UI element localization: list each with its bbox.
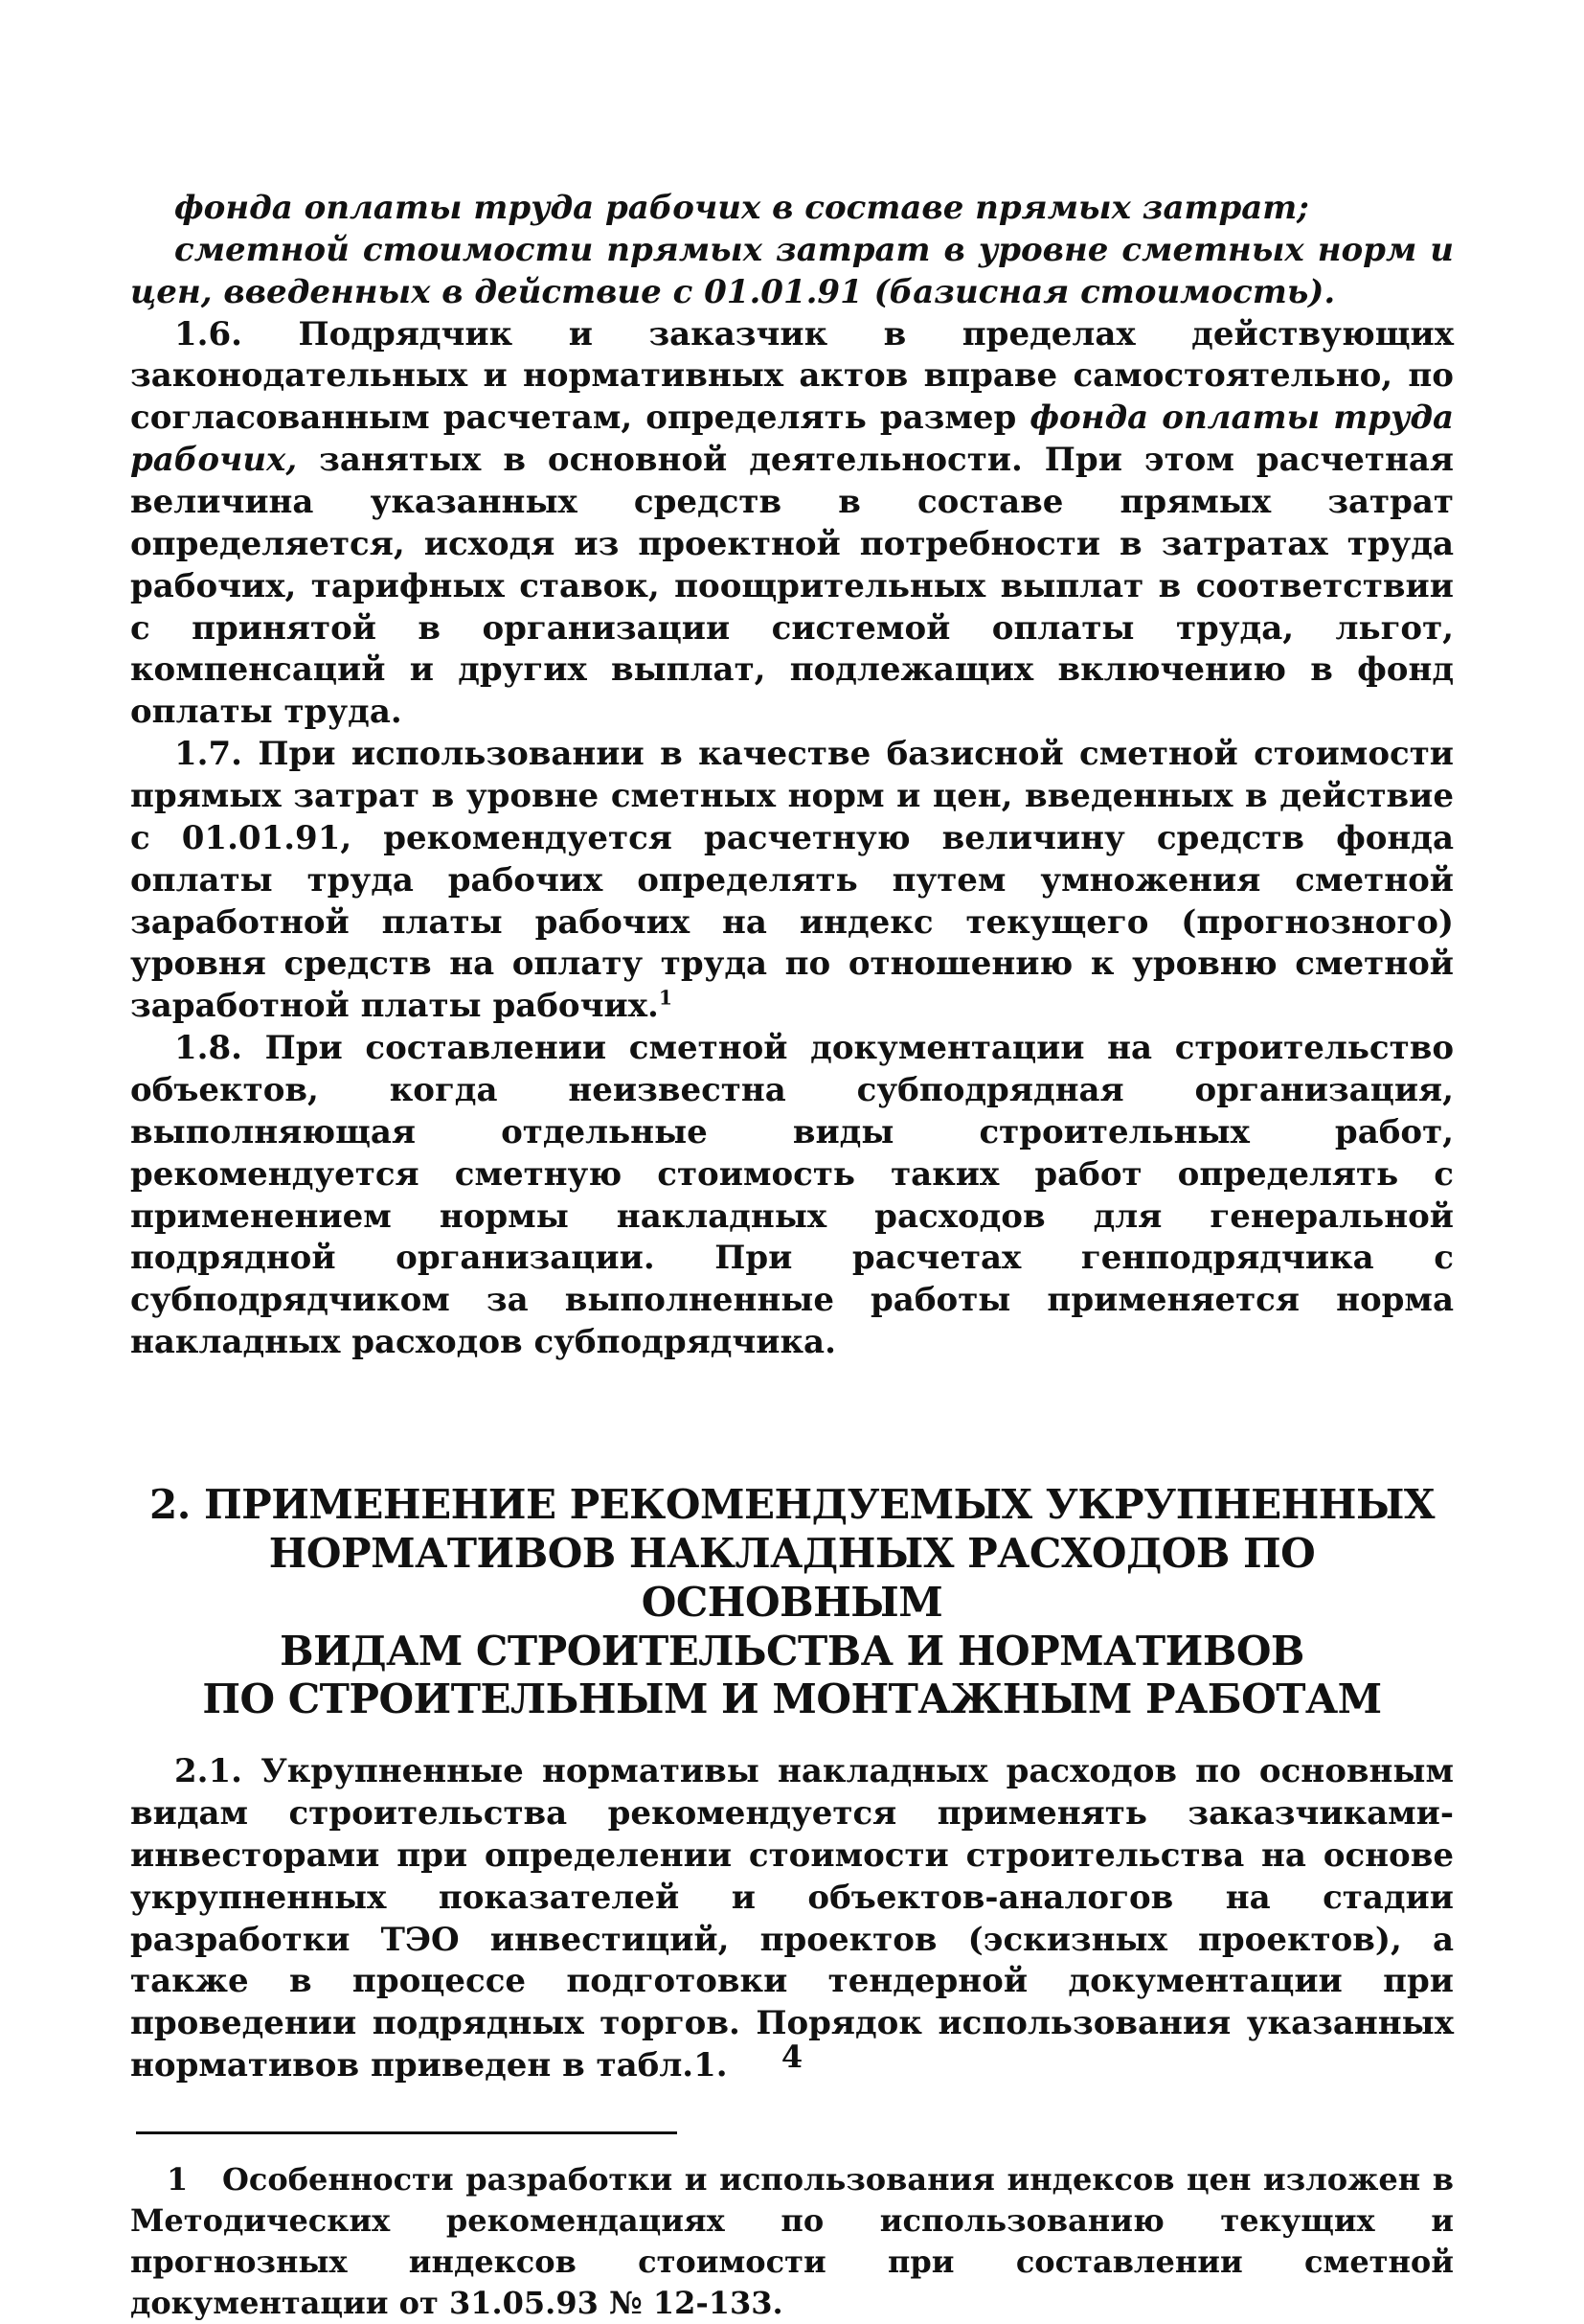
paragraph-1-8 <box>130 1028 1454 1364</box>
paragraph-number: 1.7. <box>174 735 242 774</box>
footnote-mark: 1 <box>167 2161 189 2198</box>
paragraph-number: 2.1. <box>174 1752 242 1791</box>
page-body <box>130 188 1454 2324</box>
heading-line: ПО СТРОИТЕЛЬНЫМ И МОНТАЖНЫМ РАБОТАМ <box>202 1675 1382 1723</box>
heading-line: ВИДАМ СТРОИТЕЛЬСТВА И НОРМАТИВОВ <box>280 1627 1304 1675</box>
footnote <box>130 2159 1454 2324</box>
paragraph-number: 1.8. <box>174 1029 242 1068</box>
paragraph-1-7 <box>130 734 1454 1028</box>
paragraph-text: занятых в основной деятельности. При этом расчетная величина указанных средств в составе прямых затрат определяется, исходя из проектной потребности в затратах труда рабочих, тарифных ставок, поощрительных выплат в соответствии с принятой в организации системой оплаты труда, льгот, компенсаций и других выплат, подлежащих включению в фонд оплаты труда. <box>130 441 1454 732</box>
page-number: 4 <box>781 2039 803 2075</box>
paragraph-text: При использовании в качестве базисной сметной стоимости прямых затрат в уровне сметных норм и цен, введенных в действие с 01.01.91, рекомендуется расчетную величину средств фонда оплаты труда рабочих определять путем умножения сметной заработной платы рабочих на индекс текущего (прогнозного) уровня средств на оплату труда по отношению к уровню сметной заработной платы рабочих. <box>130 735 1454 1026</box>
heading-line: НОРМАТИВОВ НАКЛАДНЫХ РАСХОДОВ ПО ОСНОВНЫМ <box>268 1529 1316 1626</box>
intro-line-a: фонда оплаты труда рабочих в составе прямых затрат; <box>174 189 1309 227</box>
paragraph-text: Укрупненные нормативы накладных расходов по основным видам строительства рекомендуется применять заказчиками-инвесторами при определении стоимости строительства на основе укрупненных показателей и объектов-аналогов на стадии разработки ТЭО инвестиций, проектов (эскизных проектов), а также в процессе подготовки тендерной документации при проведении подрядных торгов. Порядок использования указанных нормативов приведен в табл.1. <box>130 1752 1454 2085</box>
paragraph-1-6 <box>130 314 1454 735</box>
paragraph-text: При составлении сметной документации на строительство объектов, когда неизвестна субподрядная организация, выполняющая отдельные виды строительных работ, рекомендуется сметную стоимость таких работ определять с применением нормы накладных расходов для генеральной подрядной организации. При расчетах генподрядчика с субподрядчиком за выполненные работы применяется норма накладных расходов субподрядчика. <box>130 1029 1454 1362</box>
footnote-text: Особенности разработки и использования индексов цен изложен в Методических рекомендациях по использованию текущих и прогнозных индексов стоимости при составлении сметной документации от 31.05.93 № 12-133. <box>130 2161 1454 2321</box>
paragraph-number: 1.6. <box>174 314 242 353</box>
paragraph-text: Подрядчик и заказчик в пределах действующих законодательных и нормативных актов вправе самостоятельно, по согласованным расчетам, определять размер <box>130 314 1454 438</box>
paragraph-2-1 <box>130 1751 1454 2087</box>
heading-line: 2. ПРИМЕНЕНИЕ РЕКОМЕНДУЕМЫХ УКРУПНЕННЫХ <box>148 1481 1435 1529</box>
intro-line-b: сметной стоимости прямых затрат в уровне сметных норм и цен, введенных в действие с 01.01.91 (базисная стоимость). <box>130 230 1454 311</box>
section-2-heading <box>130 1481 1454 1724</box>
footnote-divider <box>136 2131 677 2134</box>
footnote-reference: 1 <box>658 987 673 1010</box>
paragraph-emphasis: фонда оплаты труда рабочих, <box>130 399 1454 480</box>
